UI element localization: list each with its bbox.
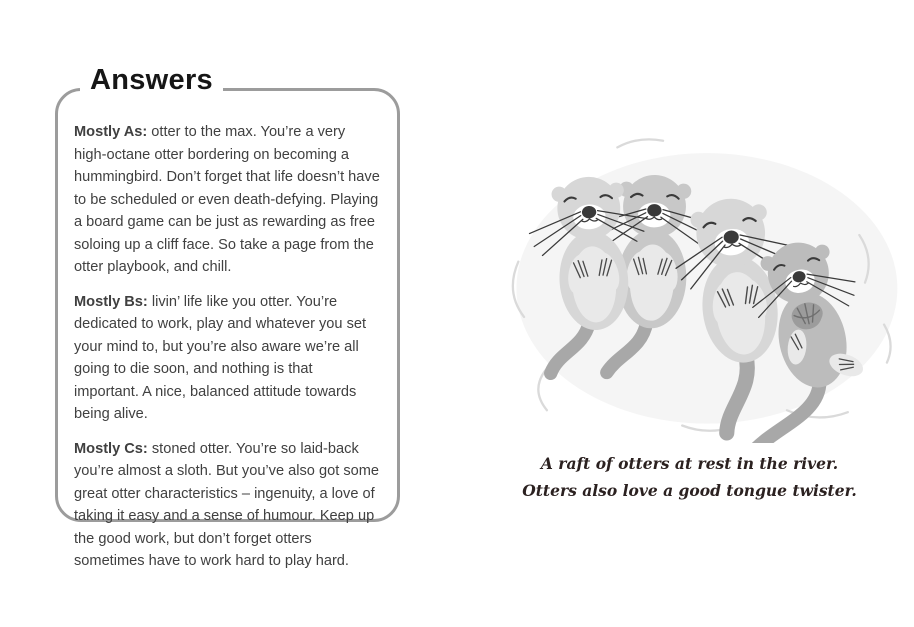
answers-title: Answers: [80, 64, 223, 97]
answer-text: otter to the max. You’re a very high-octane otter bordering on becoming a hummingbird. Don’t forget that life doesn’t have to be scheduled or even death-defying. Playing a board game can be just as rewarding as free soloing up a cliff face. So take a page from the otter playbook, and chill.: [74, 124, 380, 275]
answer-lead: Mostly Cs:: [74, 440, 148, 457]
otters-illustration: [505, 128, 905, 443]
illustration-caption: [465, 450, 914, 504]
answer-lead: Mostly As:: [74, 124, 148, 140]
illustration-caption-text: A raft of otters at rest in the river. Otters also love a good tongue twister.: [522, 454, 857, 500]
illustration-panel: [465, 0, 914, 627]
answer-text: livin’ life like you otter. You’re dedicated to work, play and whatever you set your mind to, but you’re also aware we’re all going to die soon, and nothing is that important. A nice, balanced attitude towards being alive.: [74, 293, 367, 422]
answer-paragraph-mostly-cs: [74, 438, 381, 573]
answer-paragraph-mostly-bs: [74, 291, 381, 426]
answer-text: stoned otter. You’re so laid-back you’re almost a sloth. But you’ve also got some great otter characteristics – ingenuity, a love of taking it easy and a sense of humour. Keep up the good work, but don’t forget otters sometimes have to work hard to play hard.: [74, 440, 380, 569]
answers-box: [55, 88, 400, 569]
answer-lead: Mostly Bs:: [74, 293, 148, 310]
answer-paragraph-mostly-as: [74, 121, 381, 279]
